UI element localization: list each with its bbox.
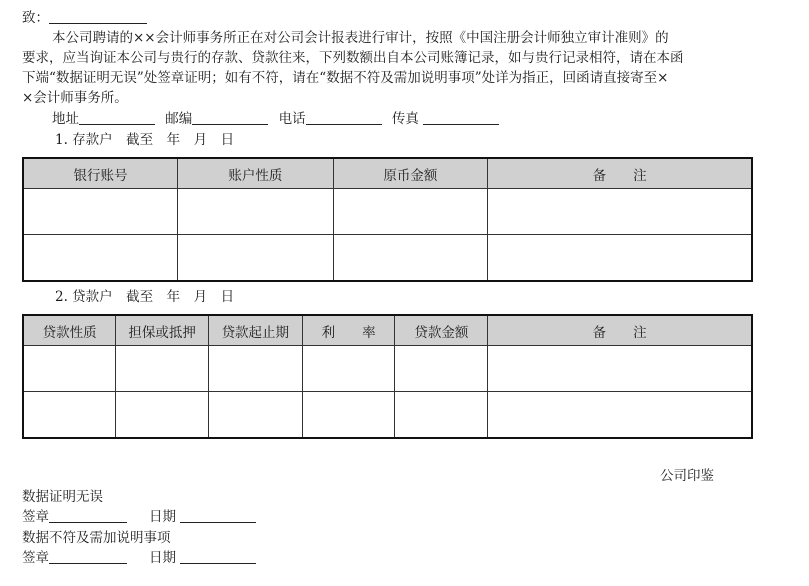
to-label: 致： <box>22 10 49 26</box>
loan-col-period: 贷款起止期 <box>208 315 302 346</box>
body-line-4: ×会计师事务所。 <box>22 90 128 106</box>
deposit-cell[interactable] <box>333 235 488 281</box>
discrepancy-sign-line <box>22 546 256 566</box>
sign-label: 签章 <box>22 550 49 566</box>
loan-header-row <box>23 315 752 346</box>
deposit-cell[interactable] <box>23 189 178 235</box>
deposit-col-amount: 原币金额 <box>333 158 488 189</box>
body-line-1: 本公司聘请的××会计师事务所正在对公司会计报表进行审计，按照《中国注册会计师独立审计准则》的 <box>52 30 669 46</box>
table-row <box>23 346 752 392</box>
loan-table <box>22 314 753 439</box>
company-seal-label: 公司印鉴 <box>660 468 714 484</box>
deposit-cell[interactable] <box>178 235 334 281</box>
deposit-table <box>22 157 753 282</box>
deposit-col-type: 账户性质 <box>178 158 334 189</box>
confirm-sign-line <box>22 505 256 525</box>
fax-label: 传真 <box>391 111 419 127</box>
loan-col-rate: 利 率 <box>302 315 395 346</box>
address-blank <box>79 111 155 125</box>
date-label: 日期 <box>149 550 176 566</box>
table-row <box>23 189 752 235</box>
loan-heading: 2. 贷款户 截至 年 月 日 <box>55 289 235 305</box>
contact-line <box>52 107 499 127</box>
sign-blank[interactable] <box>49 509 127 523</box>
date-label: 日期 <box>149 509 176 525</box>
confirm-title: 数据证明无误 <box>22 489 103 505</box>
loan-cell[interactable] <box>488 346 752 392</box>
discrepancy-title: 数据不符及需加说明事项 <box>22 530 171 546</box>
loan-cell[interactable] <box>208 392 302 438</box>
deposit-cell[interactable] <box>488 235 752 281</box>
postcode-blank <box>192 111 268 125</box>
loan-cell[interactable] <box>395 392 488 438</box>
loan-col-amount: 贷款金额 <box>395 315 488 346</box>
date-blank[interactable] <box>180 550 256 564</box>
phone-blank <box>306 111 382 125</box>
sign-blank[interactable] <box>49 550 127 564</box>
sign-label: 签章 <box>22 509 49 525</box>
to-line <box>22 6 147 26</box>
loan-cell[interactable] <box>302 392 395 438</box>
deposit-cell[interactable] <box>488 189 752 235</box>
body-line-3: 下端“数据证明无误”处签章证明；如有不符，请在“数据不符及需加说明事项”处详为指正，回函请直接寄至× <box>22 70 669 86</box>
loan-cell[interactable] <box>488 392 752 438</box>
loan-cell[interactable] <box>23 346 116 392</box>
loan-cell[interactable] <box>395 346 488 392</box>
postcode-label: 邮编 <box>165 111 193 127</box>
deposit-heading: 1. 存款户 截至 年 月 日 <box>55 132 235 148</box>
deposit-cell[interactable] <box>178 189 334 235</box>
deposit-col-remarks: 备 注 <box>488 158 752 189</box>
date-blank[interactable] <box>180 509 256 523</box>
loan-cell[interactable] <box>208 346 302 392</box>
loan-cell[interactable] <box>302 346 395 392</box>
deposit-cell[interactable] <box>333 189 488 235</box>
deposit-header-row <box>23 158 752 189</box>
table-row <box>23 235 752 281</box>
loan-col-guarantee: 担保或抵押 <box>116 315 209 346</box>
body-line-2: 要求，应当询证本公司与贵行的存款、贷款往来，下列数额出自本公司账簿记录，如与贵行记录相符，请在本函 <box>22 50 684 66</box>
phone-label: 电话 <box>278 111 306 127</box>
fax-blank <box>423 111 499 125</box>
loan-cell[interactable] <box>116 346 209 392</box>
loan-col-nature: 贷款性质 <box>23 315 116 346</box>
loan-col-remarks: 备 注 <box>488 315 752 346</box>
to-blank <box>49 10 147 24</box>
table-row <box>23 392 752 438</box>
loan-cell[interactable] <box>116 392 209 438</box>
loan-cell[interactable] <box>23 392 116 438</box>
deposit-cell[interactable] <box>23 235 178 281</box>
deposit-col-account: 银行账号 <box>23 158 178 189</box>
address-label: 地址 <box>52 111 79 127</box>
